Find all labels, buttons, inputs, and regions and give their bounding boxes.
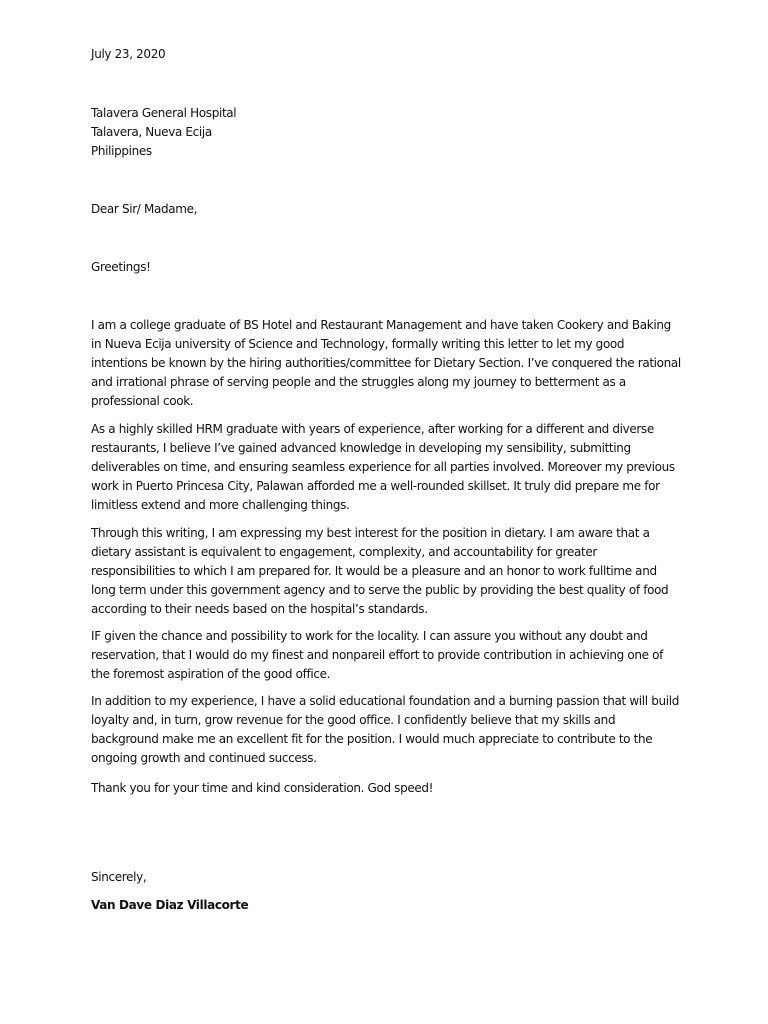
body-paragraph-1: I am a college graduate of BS Hotel and Restaurant Management and have taken Cookery and Baking in Nueva Ecija university of Science and Technology, formally writing this letter to let my good intentions be known by the hiring authorities/committee for Dietary Section. I’ve conquered the rational and irrational phrase of serving people and the struggles along my journey to betterment as a professional cook. bbox=[91, 318, 681, 408]
signature-name: Van Dave Diaz Villacorte bbox=[91, 898, 249, 912]
recipient-line-3: Philippines bbox=[91, 144, 152, 158]
body-paragraph-6: Thank you for your time and kind consideration. God speed! bbox=[91, 781, 434, 795]
salutation: Dear Sir/ Madame, bbox=[91, 202, 198, 216]
letter-date: July 23, 2020 bbox=[91, 47, 166, 61]
recipient-line-1: Talavera General Hospital bbox=[91, 106, 237, 120]
body-paragraph-4: IF given the chance and possibility to work for the locality. I can assure you without any doubt and reservation, that I would do my finest and nonpareil effort to provide contribution in achieving one of the foremost aspiration of the good office. bbox=[91, 629, 663, 681]
body-paragraph-5: In addition to my experience, I have a solid educational foundation and a burning passion that will build loyalty and, in turn, grow revenue for the good office. I confidently believe that my skills and background make me an excellent fit for the position. I would much appreciate to contribute to the ongoing growth and continued success. bbox=[91, 694, 679, 765]
closing: Sincerely, bbox=[91, 870, 147, 884]
body-paragraph-2: As a highly skilled HRM graduate with years of experience, after working for a different and diverse restaurants, I believe I’ve gained advanced knowledge in developing my sensibility, submitting deliverables on time, and ensuring seamless experience for all parties involved. Moreover my previous work in Puerto Princesa City, Palawan afforded me a well-rounded skillset. It truly did prepare me for limitless extend and more challenging things. bbox=[91, 422, 675, 512]
greeting: Greetings! bbox=[91, 260, 151, 274]
body-paragraph-3: Through this writing, I am expressing my best interest for the position in dietary. I am aware that a dietary assistant is equivalent to engagement, complexity, and accountability for greater responsibilities to which I am prepared for. It would be a pleasure and an honor to work fulltime and long term under this government agency and to serve the public by providing the best quality of food according to their needs based on the hospital’s standards. bbox=[91, 526, 669, 616]
recipient-line-2: Talavera, Nueva Ecija bbox=[91, 125, 212, 139]
